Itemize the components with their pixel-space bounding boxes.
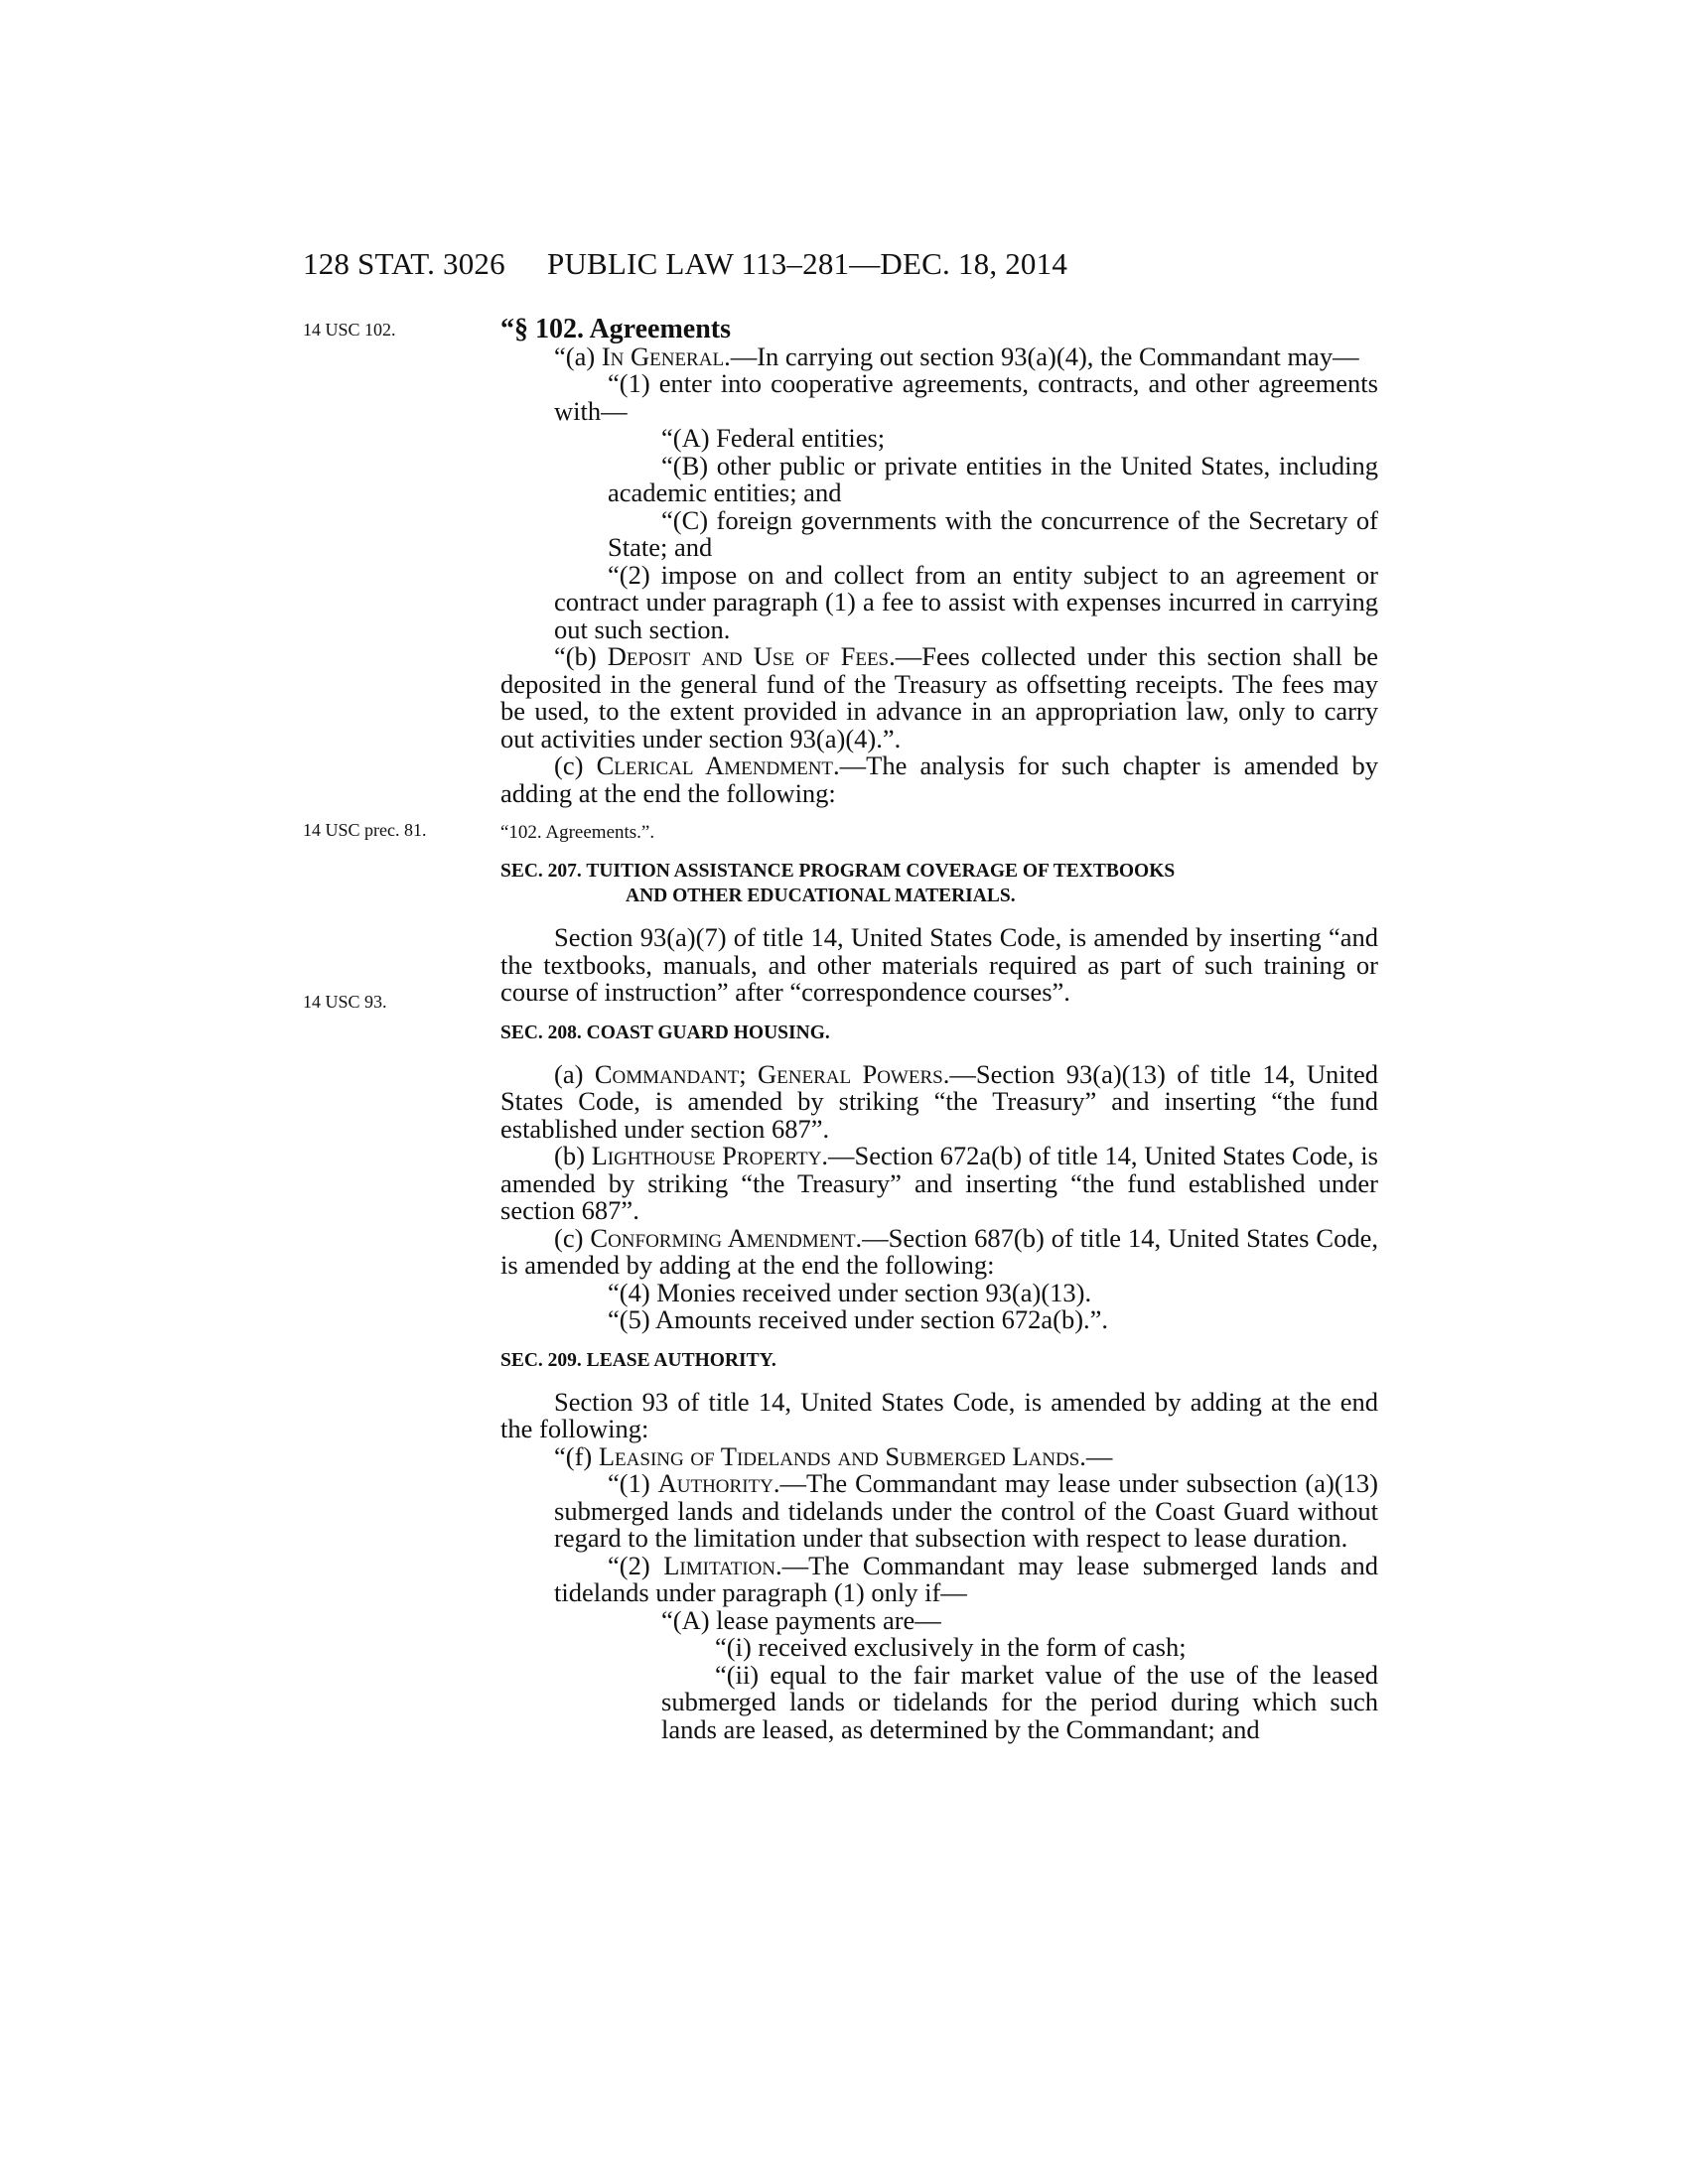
subsection-208c: (c) Conforming Amendment.—Section 687(b) of title 14, United States Code, is amended by adding at the end the following: xyxy=(500,1222,1378,1280)
subparagraph-93f2A: “(A) lease payments are— xyxy=(661,1604,941,1635)
subsection-208a: (a) Commandant; General Powers.—Section 93(a)(13) of title 14, United States Code, is amended by striking “the Treasury” and inserting “the fund established under section 687”. xyxy=(500,1058,1378,1144)
section-208-title: SEC. 208. COAST GUARD HOUSING. xyxy=(500,1022,830,1043)
subsection-206c: (c) Clerical Amendment.—The analysis for such chapter is amended by adding at the end the following: xyxy=(500,751,1378,808)
statute-page-number: 128 STAT. 3026 xyxy=(303,246,505,281)
subsection-93f: “(f) Leasing of Tidelands and Submerged Lands.— xyxy=(554,1440,1113,1471)
section-209-intro: Section 93 of title 14, United States Code, is amended by adding at the end the following: xyxy=(500,1386,1378,1443)
margin-note-usc-102: 14 USC 102. xyxy=(303,320,396,340)
subsection-102b: “(b) Deposit and Use of Fees.—Fees collected under this section shall be deposited in the general fund of the Treasury as offsetting receipts. The fees may be used, to the extent provided in advance in an appropriation law, only to carry out activities under section 93(a)(4).”. xyxy=(500,641,1378,753)
table-of-sections-entry: “102. Agreements.”. xyxy=(500,822,655,843)
paragraph-687b4: “(4) Monies received under section 93(a)(13). xyxy=(608,1277,1092,1307)
paragraph-102a1: “(1) enter into cooperative agreements, contracts, and other agreements with— xyxy=(554,368,1378,426)
margin-note-usc-prec-81: 14 USC prec. 81. xyxy=(303,820,427,840)
subparagraph-102a1C: “(C) foreign governments with the concurrence of the Secretary of State; and xyxy=(608,504,1378,562)
section-209-title: SEC. 209. LEASE AUTHORITY. xyxy=(500,1349,776,1371)
subparagraph-102a1A: “(A) Federal entities; xyxy=(661,423,886,453)
section-102-heading: “§ 102. Agreements xyxy=(500,314,731,344)
public-law-header: PUBLIC LAW 113–281—DEC. 18, 2014 xyxy=(547,246,1068,281)
margin-note-usc-93: 14 USC 93. xyxy=(303,992,387,1012)
section-207-text: Section 93(a)(7) of title 14, United States Code, is amended by inserting “and the textbooks, manuals, and other materials required as part of such training or course of instruction” after “correspondence courses”. xyxy=(500,922,1378,1007)
paragraph-102a2: “(2) impose on and collect from an entity subject to an agreement or contract under paragraph (1) a fee to assist with expenses incurred in carrying out such section. xyxy=(554,559,1378,644)
subsection-102a: “(a) In General.—In carrying out section 93(a)(4), the Commandant may— xyxy=(554,341,1359,371)
section-207-title-line1: SEC. 207. TUITION ASSISTANCE PROGRAM COVERAGE OF TEXTBOOKS xyxy=(500,861,1176,882)
section-207-title-line2: AND OTHER EDUCATIONAL MATERIALS. xyxy=(626,886,1016,906)
subsection-208b: (b) Lighthouse Property.—Section 672a(b) of title 14, United States Code, is amended by striking “the Treasury” and inserting “the fund established under section 687”. xyxy=(500,1141,1378,1225)
paragraph-687b5: “(5) Amounts received under section 672a(b).”. xyxy=(608,1304,1109,1334)
clause-93f2Aii: “(ii) equal to the fair market value of the use of the leased submerged lands or tidelands for the period during which such lands are leased, as determined by the Commandant; and xyxy=(661,1659,1378,1744)
paragraph-93f2: “(2) Limitation.—The Commandant may lease submerged lands and tidelands under paragraph (1) only if— xyxy=(554,1550,1378,1607)
document-body xyxy=(500,316,1378,1743)
subparagraph-102a1B: “(B) other public or private entities in the United States, including academic entities; and xyxy=(608,450,1378,507)
clause-93f2Ai: “(i) received exclusively in the form of cash; xyxy=(715,1632,1187,1662)
paragraph-93f1: “(1) Authority.—The Commandant may lease under subsection (a)(13) submerged lands and tidelands under the control of the Coast Guard without regard to the limitation under that subsection with respect to lease duration. xyxy=(554,1468,1378,1553)
